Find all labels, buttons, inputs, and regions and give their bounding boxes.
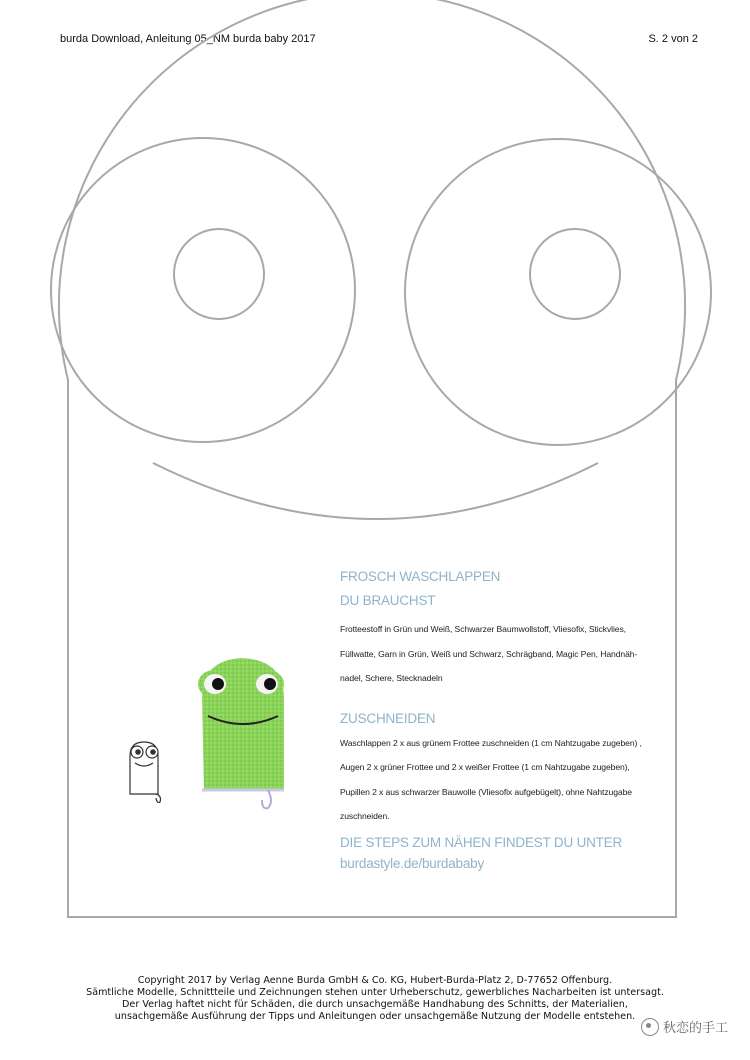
cutting-line: Augen 2 x grüner Frottee und 2 x weißer Frottee (1 cm Nahtzugabe zugeben), <box>340 762 630 772</box>
cutting-line: zuschneiden. <box>340 811 390 821</box>
instructions-panel <box>340 565 670 873</box>
pattern-left-eye <box>51 138 355 442</box>
header-document-title: burda Download, Anleitung 05_NM burda baby 2017 <box>60 33 316 45</box>
footer-line: unsachgemäße Ausführung der Tipps und Anleitungen oder unsachgemäße Nutzung der Modelle entstehen. <box>114 1011 636 1022</box>
pattern-mouth <box>153 463 598 519</box>
footer-line: Copyright 2017 by Verlag Aenne Burda GmbH & Co. KG, Hubert-Burda-Platz 2, D-77652 Offenburg. <box>137 975 613 986</box>
watermark-text: 秋恋的手工 <box>662 1021 728 1036</box>
materials-heading: DU BRAUCHST <box>340 593 436 608</box>
footer-line: Sämtliche Modelle, Schnittteile und Zeichnungen stehen unter Urheberschutz, gewerbliches Nacharbeiten ist untersagt. <box>86 987 664 998</box>
frog-sketch-illustration <box>124 738 168 804</box>
cutting-line: Pupillen 2 x aus schwarzer Bauwolle (Vliesofix aufgebügelt), ohne Nahtzugabe <box>340 786 632 797</box>
pattern-right-pupil <box>530 229 620 319</box>
header-page-number: S. 2 von 2 <box>648 33 698 45</box>
pattern-right-eye <box>405 139 711 445</box>
steps-heading: DIE STEPS ZUM NÄHEN FINDEST DU UNTER <box>340 834 623 850</box>
footer-line: Der Verlag haftet nicht für Schäden, die durch unsachgemäße Handhabung des Schnitts, der Materialien, <box>122 999 628 1010</box>
materials-line: Füllwatte, Garn in Grün, Weiß und Schwarz, Schrägband, Magic Pen, Handnäh- <box>340 648 638 659</box>
steps-link[interactable]: burdastyle.de/burdababy <box>340 855 485 871</box>
frog-washcloth-photo <box>188 652 298 812</box>
pattern-left-pupil <box>174 229 264 319</box>
cutting-line: Waschlappen 2 x aus grünem Frottee zuschneiden (1 cm Nahtzugabe zugeben) , <box>340 737 642 748</box>
cutting-heading: ZUSCHNEIDEN <box>340 710 436 726</box>
instructions-title: FROSCH WASCHLAPPEN <box>340 569 501 584</box>
watermark <box>641 1017 728 1036</box>
copyright-footer <box>60 975 690 1023</box>
materials-line: Frotteestoff in Grün und Weiß, Schwarzer Baumwollstoff, Vliesofix, Stickvlies, <box>340 624 626 634</box>
materials-line: nadel, Schere, Stecknadeln <box>340 673 443 683</box>
wechat-icon <box>641 1018 659 1036</box>
